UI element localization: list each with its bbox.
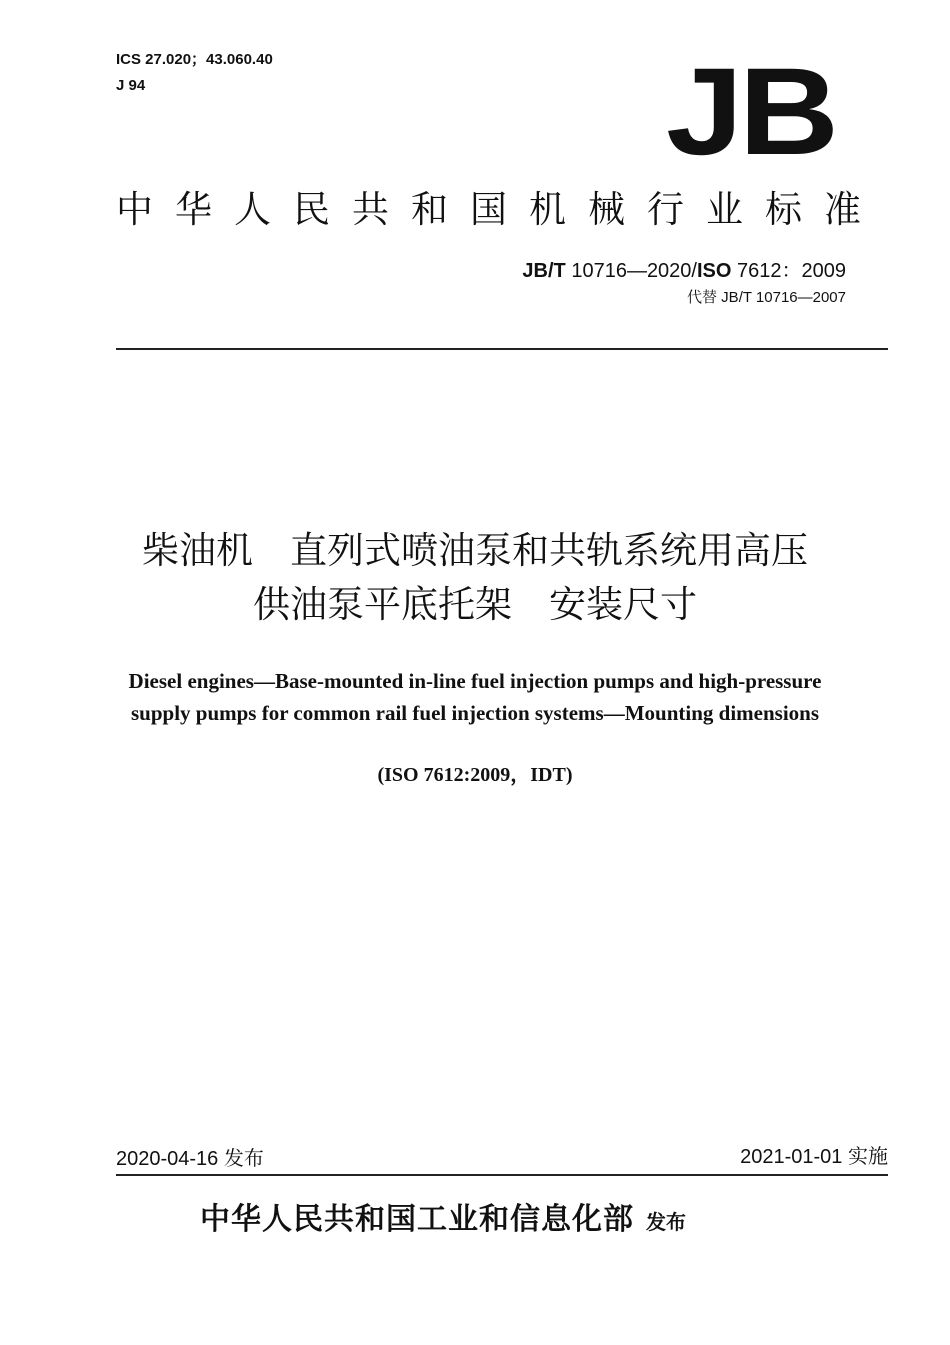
title-en-line1: Diesel engines—Base-mounted in-line fuel injection pumps and high-pressure [128, 669, 822, 693]
standard-number-prefix: JB/T [522, 260, 566, 282]
classification-code: J 94 [116, 77, 146, 94]
issuer-name: 中华人民共和国工业和信息化部 [200, 1202, 634, 1237]
jb-logo: JB [666, 43, 835, 181]
title-zh-line1: 柴油机 直列式喷油泵和共轨系统用高压 [142, 529, 808, 572]
standard-number [522, 258, 846, 284]
replaces-note: 代替 JB/T 10716—2007 [687, 289, 846, 306]
bottom-divider [116, 1174, 888, 1176]
standard-number-iso-year: 7612：2009 [731, 260, 846, 282]
issuer [200, 1198, 686, 1244]
standard-number-iso: ISO [697, 260, 732, 282]
issuer-suffix: 发布 [646, 1210, 686, 1234]
implementation-date: 2021-01-01 实施 [740, 1146, 888, 1168]
title-zh-line2: 供油泵平底托架 安装尺寸 [253, 583, 697, 626]
standard-type-title: 中华人民共和国机械行业标准 [116, 188, 883, 231]
iso-equivalence: (ISO 7612:2009，IDT) [377, 764, 573, 786]
standard-number-main: 10716—2020/ [565, 260, 697, 282]
title-en-line2: supply pumps for common rail fuel injection systems—Mounting dimensions [130, 701, 820, 725]
top-divider [116, 348, 888, 350]
issue-date: 2020-04-16 发布 [116, 1148, 264, 1170]
ics-code: ICS 27.020；43.060.40 [116, 51, 273, 68]
